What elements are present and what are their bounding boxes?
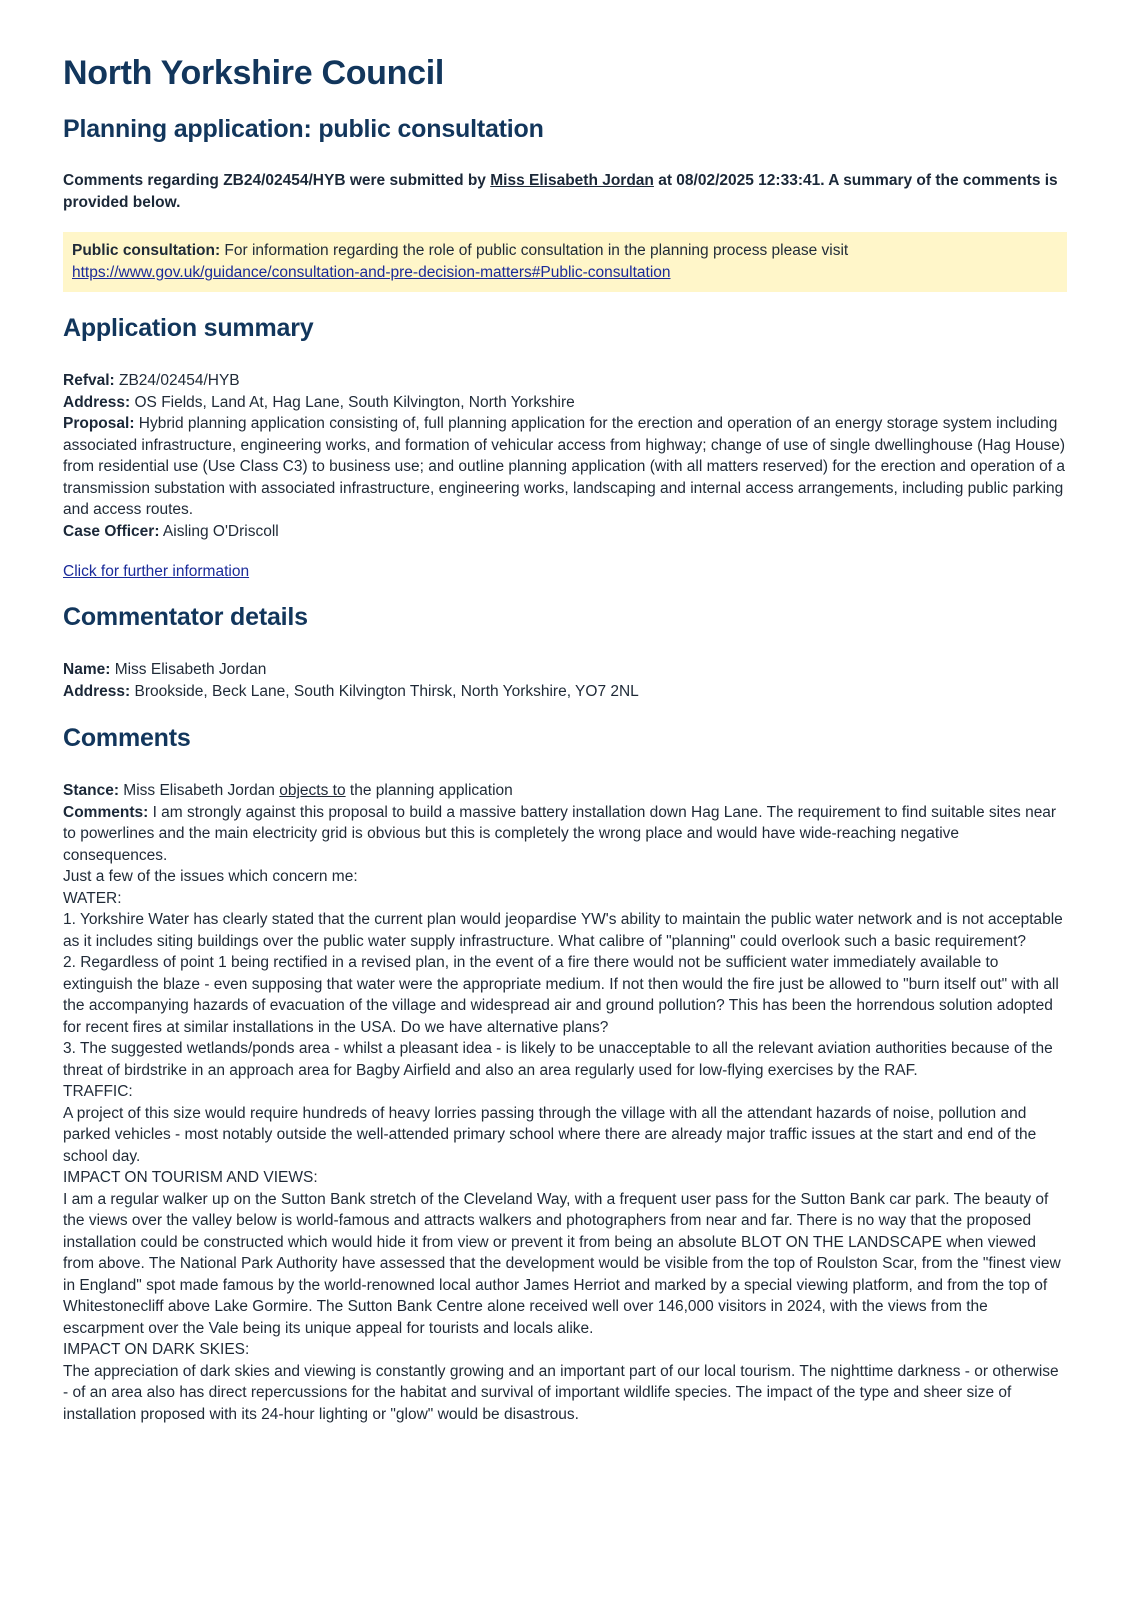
intro-suffix: at 08/02/2025 12:33:41. A summary of the comments is provided below. xyxy=(63,172,1058,211)
notice-label: Public consultation: xyxy=(72,242,221,259)
page-title: Planning application: public consultation xyxy=(63,115,544,143)
intro-prefix: Comments regarding ZB24/02454/HYB were submitted by xyxy=(63,172,491,189)
consultation-guidance-link[interactable]: https://www.gov.uk/guidance/consultation-and-pre-decision-matters#Public-consultation xyxy=(72,264,671,281)
commentator-name-label: Name: xyxy=(63,661,111,678)
comment-paragraph: 2. Regardless of point 1 being rectified in a revised plan, in the event of a fire there would not be sufficient water immediately available to extinguish the blaze - even supposing that water were the appropriate medium. If not then would the fire just be allowed to "burn itself out" with all the accompanying hazards of evacuation of the village and widespread air and ground pollution? This has been the horrendous solution adopted for recent fires at similar installations in the USA. Do we have alternative plans? xyxy=(63,954,1059,1036)
comment-subheading: WATER: xyxy=(63,889,122,907)
intro-paragraph xyxy=(63,170,1067,214)
application-summary xyxy=(63,370,1067,542)
proposal-label: Proposal: xyxy=(63,415,135,432)
stance-suffix: the planning application xyxy=(345,782,513,799)
commentator-name: Miss Elisabeth Jordan xyxy=(110,661,267,678)
address-value: OS Fields, Land At, Hag Lane, South Kilvington, North Yorkshire xyxy=(130,393,575,411)
comment-paragraph: Just a few of the issues which concern me: xyxy=(63,868,358,885)
comment-paragraph: I am a regular walker up on the Sutton Bank stretch of the Cleveland Way, with a frequent user pass for the Sutton Bank car park. The beauty of the views over the valley below is world-famous and attracts walkers and photographers from near and far. There is no way that the proposed installation could be constructed which would hide it from view or prevent it from being an absolute BLOT ON THE LANDSCAPE when viewed from above. The National Park Authority have assessed that the development would be visible from the top of Roulston Scar, from the "finest view in England" spot made famous by the world-renowned local author James Herriot and marked by a special viewing platform, and from the top of Whitestonecliff above Lake Gormire. The Sutton Bank Centre alone received well over 146,000 visitors in 2024, with the views from the escarpment over the Vale being its unique appeal for tourists and locals alike. xyxy=(63,1190,1061,1337)
comment-subheading: IMPACT ON TOURISM AND VIEWS: xyxy=(63,1169,318,1186)
commentator-details xyxy=(63,659,1067,702)
commenter-link[interactable]: Miss Elisabeth Jordan xyxy=(490,172,654,189)
comment-subheading: TRAFFIC: xyxy=(63,1083,133,1100)
comment-paragraph: 3. The suggested wetlands/ponds area - whilst a pleasant idea - is likely to be unacceptable to all the relevant aviation authorities because of the threat of birdstrike in an approach area for Bagby Airfield and also an area regularly used for low-flying exercises by the RAF. xyxy=(63,1040,1053,1079)
address-label: Address: xyxy=(63,393,131,411)
case-officer-value: Aisling O'Driscoll xyxy=(159,522,279,540)
stance-label: Stance: xyxy=(63,782,119,799)
comment-paragraph: The appreciation of dark skies and viewing is constantly growing and an important part of our local tourism. The nighttime darkness - or otherwise - of an area also has direct repercussions for the habitat and survival of important wildlife species. The impact of the type and sheer size of installation proposed with its 24-hour lighting or "glow" would be disastrous. xyxy=(63,1362,1059,1423)
case-officer-label: Case Officer: xyxy=(63,522,160,540)
comment-subheading: IMPACT ON DARK SKIES: xyxy=(63,1341,250,1358)
comment-paragraph: I am strongly against this proposal to build a massive battery installation down Hag Lane. The requirement to find suitable sites near to powerlines and the main electricity grid is obvious but this is completely the wrong place and would have wide-reaching negative consequences. xyxy=(63,803,1057,864)
notice-text: For information regarding the role of public consultation in the planning process please visit xyxy=(220,242,849,259)
council-name: North Yorkshire Council xyxy=(63,54,445,92)
application-summary-heading: Application summary xyxy=(63,314,314,342)
comment-paragraph: 1. Yorkshire Water has clearly stated that the current plan would jeopardise YW's ability to maintain the public water network and is not acceptable as it includes siting buildings over the public water supply infrastructure. What calibre of "planning" could overlook such a basic requirement? xyxy=(63,911,1063,950)
comments-label: Comments: xyxy=(63,803,149,821)
stance-prefix: Miss Elisabeth Jordan xyxy=(119,782,280,799)
refval-value: ZB24/02454/HYB xyxy=(114,372,240,389)
proposal-value: Hybrid planning application consisting of, full planning application for the erection and operation of an energy storage system including associated infrastructure, engineering works, and formation of vehicular access from highway; change of use of single dwellinghouse (Hag House) from residential use (Use Class C3) to business use; and outline planning application (with all matters reserved) for the erection and operation of a transmission substation with associated infrastructure, engineering works, landscaping and internal access arrangements, including public parking and access routes. xyxy=(63,415,1066,518)
public-consultation-notice xyxy=(63,232,1067,292)
refval-label: Refval: xyxy=(63,372,115,389)
comment-paragraph: A project of this size would require hundreds of heavy lorries passing through the village with all the attendant hazards of noise, pollution and parked vehicles - most notably outside the well-attended primary school where there are already major traffic issues at the start and end of the school day. xyxy=(63,1104,1037,1165)
further-information-link[interactable]: Click for further information xyxy=(63,563,250,580)
comments-body xyxy=(63,780,1067,1425)
commentator-heading: Commentator details xyxy=(63,603,308,631)
commentator-address-label: Address: xyxy=(63,682,131,700)
stance-value: objects to xyxy=(279,782,346,799)
commentator-address: Brookside, Beck Lane, South Kilvington Thirsk, North Yorkshire, YO7 2NL xyxy=(130,682,639,700)
comments-heading: Comments xyxy=(63,724,191,752)
